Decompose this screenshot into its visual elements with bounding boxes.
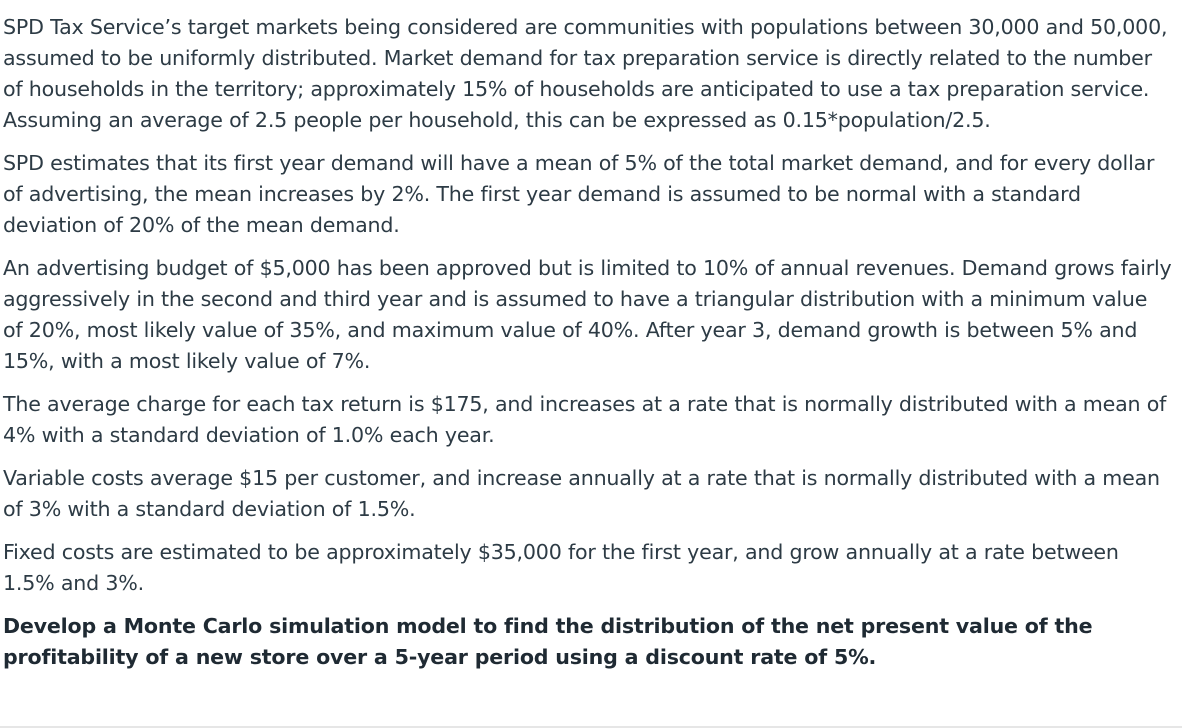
paragraph-first-year-demand: SPD estimates that its first year demand will have a mean of 5% of the total market demand, and for every dollar of advertising, the mean increases by 2%. The first year demand is assumed to be normal with a standard deviation of 20% of the mean demand. [3, 151, 1155, 237]
paragraph-market: SPD Tax Service’s target markets being considered are communities with populations between 30,000 and 50,000, assumed to be uniformly distributed. Market demand for tax preparation service is directly related to the number of households in the territory; approximately 15% of households are anticipated to use a tax preparation service. Assuming an average of 2.5 people per household, this can be expressed as 0.15*population/2.5. [3, 15, 1168, 132]
paragraph-variable-costs: Variable costs average $15 per customer, and increase annually at a rate that is normally distributed with a mean of 3% with a standard deviation of 1.5%. [3, 466, 1160, 521]
paragraph-fixed-costs: Fixed costs are estimated to be approximately $35,000 for the first year, and grow annually at a rate between 1.5% and 3%. [3, 540, 1119, 595]
paragraph-advertising-growth: An advertising budget of $5,000 has been approved but is limited to 10% of annual revenues. Demand grows fairly aggressively in the second and third year and is assumed to have a triangular distribution with a minimum value of 20%, most likely value of 35%, and maximum value of 40%. After year 3, demand growth is between 5% and 15%, with a most likely value of 7%. [3, 256, 1172, 373]
task-statement: Develop a Monte Carlo simulation model to find the distribution of the net present value of the profitability of a new store over a 5-year period using a discount rate of 5%. [3, 614, 1093, 669]
problem-text [3, 12, 1173, 685]
paragraph-charge: The average charge for each tax return is $175, and increases at a rate that is normally distributed with a mean of 4% with a standard deviation of 1.0% each year. [3, 392, 1167, 447]
